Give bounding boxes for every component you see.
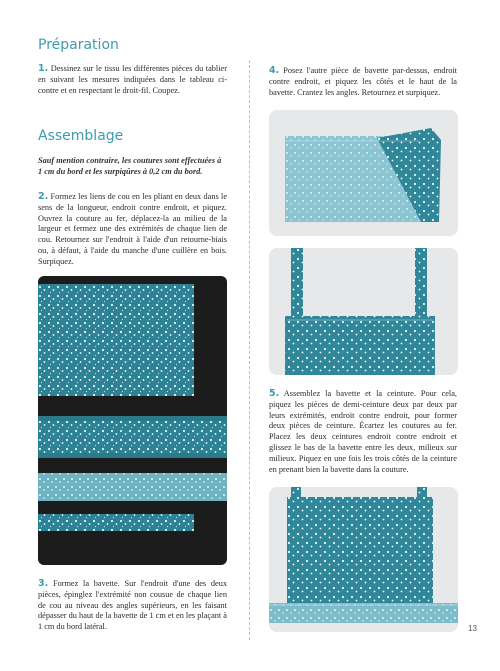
page-number: 13	[468, 624, 477, 633]
step-2-text	[38, 192, 227, 268]
step-5-number: 5.	[269, 388, 280, 399]
photo-bib-layered	[269, 110, 458, 236]
step-1-body: Dessinez sur le tissu les différentes pièces du tablier en suivant les mesures indiquées dans le tableau ci-contre et en respectant le droit-fil. Coupez.	[38, 64, 227, 95]
step-2-body: Formez les liens de cou en les pliant en deux dans le sens de la longueur, endroit contre endroit, et piquez. Ouvrez la couture au fer, déplacez-la au milieu de la largeur et fermez une des extrémités de chaque lien de cou. Retournez sur l'endroit à l'aide d'un retourne-biais ou, à défaut, à l'aide du manche d'une cuillère en bois. Surpiquez.	[38, 192, 227, 266]
preparation-heading: Préparation	[38, 37, 119, 53]
step-5-body: Assemblez la bavette et la ceinture. Pour cela, piquez les pièces de demi-ceinture deux par deux par leurs extrémités, endroit contre endroit, pour former deux pièces de ceinture. Écartez les coutures au fer. Placez les deux ceintures endroit contre endroit et glissez le bas de la bavette entre les deux, milieux sur milieux. Piquez en une fois les trois côtés de la ceinture en prenant bien la bavette dans la couture.	[269, 389, 457, 474]
step-4-body: Posez l'autre pièce de bavette par-dessus, endroit contre endroit, et piquez les côtés et le haut de la bavette. Crantez les angles. Retournez et surpiquez.	[269, 66, 457, 97]
step-2-number: 2.	[38, 191, 49, 202]
step-1-text	[38, 64, 227, 96]
photo-bib-with-ties	[269, 248, 458, 375]
step-5-text	[269, 389, 457, 475]
assemblage-note: Sauf mention contraire, les coutures sont effectuées à 1 cm du bord et les surpiqûres à 0,2 cm du bord.	[38, 156, 222, 176]
assemblage-heading: Assemblage	[38, 128, 124, 144]
photo-bib-waistband	[269, 487, 458, 632]
step-3-text	[38, 579, 227, 633]
step-1-number: 1.	[38, 63, 49, 74]
step-3-number: 3.	[38, 578, 49, 589]
step-3-body: Formez la bavette. Sur l'endroit d'une des deux pièces, épinglez l'extrémité non cousue de chaque lien de cou au niveau des angles supérieurs, en les faisant dépasser du haut de la bavette de 1 cm et en les plaçant à 1 cm du bord latéral.	[38, 579, 227, 632]
column-divider	[249, 60, 250, 640]
step-4-text	[269, 66, 457, 98]
photo-neck-ties	[38, 276, 227, 565]
step-4-number: 4.	[269, 65, 280, 76]
